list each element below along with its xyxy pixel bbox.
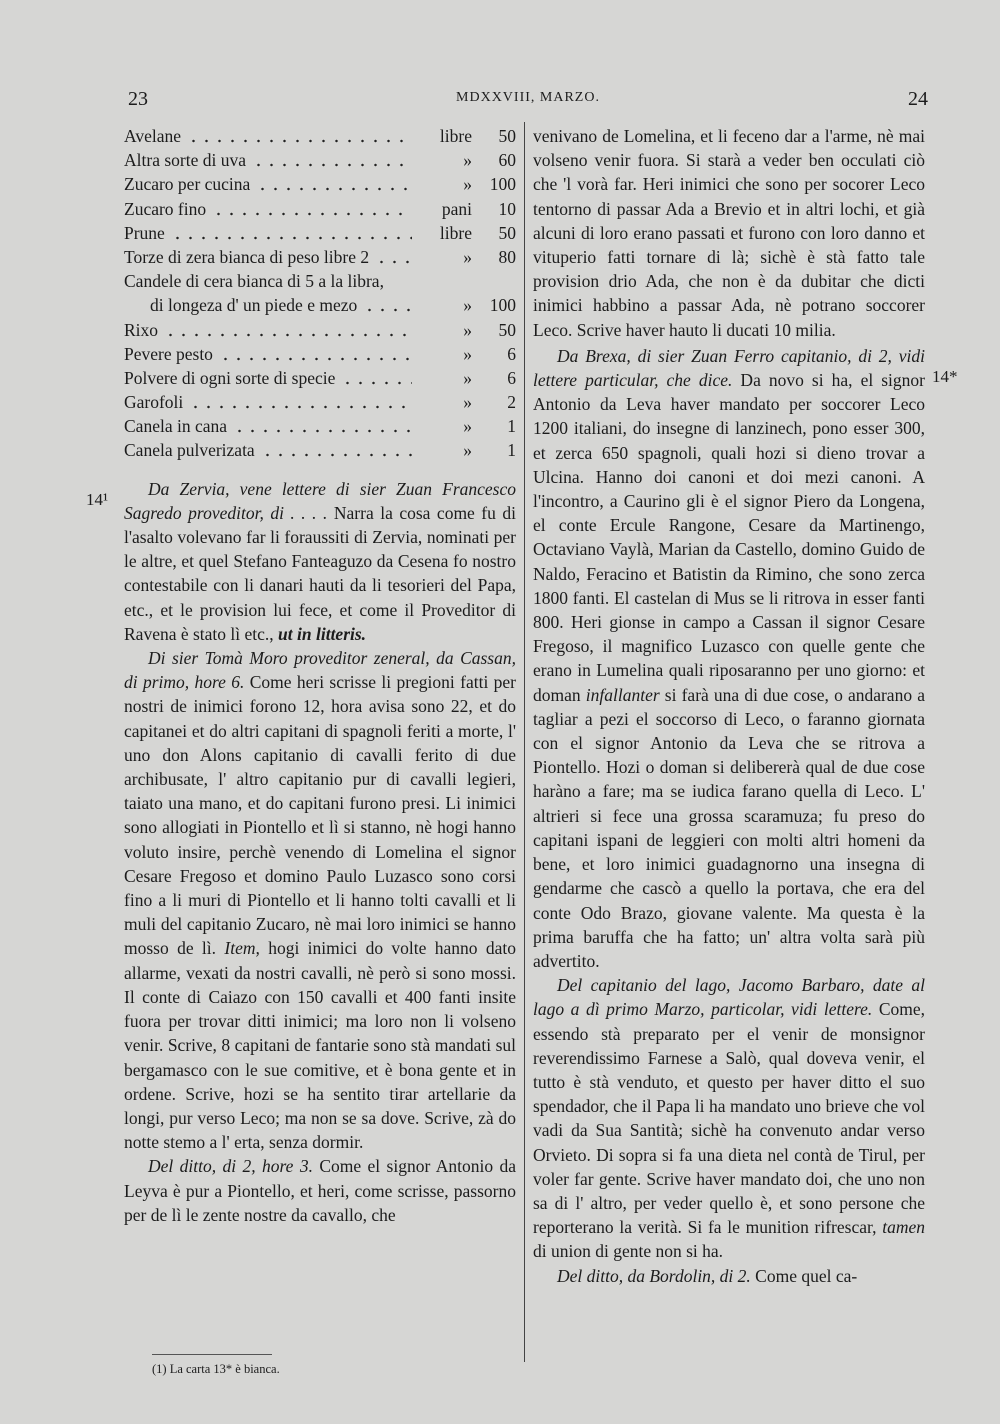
footnote: (1) La carta 13* è bianca.: [152, 1362, 280, 1376]
price-unit: libre: [439, 222, 472, 243]
price-unit: »: [463, 246, 472, 267]
price-item: Prune: [124, 222, 165, 243]
price-item: Candele di cera bianca di 5 a la libra,: [124, 271, 384, 292]
price-quantity: 1: [507, 440, 516, 461]
right-column: [533, 124, 925, 1288]
paragraph-moro: [124, 646, 516, 1154]
paragraph-text: Da novo si ha, el signor Antonio da Leva haver mandato per soccorer Leco 1200 italiani, do insegne di lanzinech, pono esser 300, et zerca 650 spagnoli, quali hozi si dieno trovar a Ulcina. Hanno doi canoni et doi mezi canoni. A l'incontro, a Caurino gli è el signor Piero da Longena, el conte Ercule Rangone, Cesare da Martinengo, Octaviano Vaylà, Marian da Castello, domino Guido de Naldo, Feracino et Batistin da Rimino, che sono zerca 1800 fanti. El castelan di Mus se li ritrova in esser fanti 800. Heri gionse in campo a Cassan il signor Cesare Fregoso, il magnifico Luzasco con quelle gente che erano in Lumelina quali riposaranno per uno giorno: et doman: [533, 370, 925, 705]
leader-dots: [219, 342, 412, 366]
leader-dots: [212, 197, 412, 221]
paragraph-heading: Del capitanio del lago, Jacomo Barbaro, date al lago a dì primo Marzo, particolar, vidi lettere.: [533, 975, 925, 1020]
leader-dots: [375, 245, 412, 269]
price-quantity: 10: [498, 198, 516, 219]
price-quantity: 60: [498, 150, 516, 171]
price-quantity: 1: [507, 416, 516, 437]
price-item: Altra sorte di uva: [124, 150, 246, 171]
price-row: [124, 245, 516, 269]
latin-phrase: tamen: [882, 1217, 925, 1238]
price-row: [124, 293, 516, 317]
price-unit: »: [463, 295, 472, 316]
paragraph-heading: Di sier Tomà Moro proveditor zeneral, da Cassan, di primo, hore 6.: [124, 648, 516, 693]
leader-dots: [187, 124, 412, 148]
latin-phrase: ut in litteris.: [278, 623, 367, 644]
price-unit: »: [463, 150, 472, 171]
price-row: [124, 366, 516, 390]
price-quantity: 6: [507, 343, 516, 364]
column-divider: [524, 122, 525, 1362]
price-quantity: 6: [507, 367, 516, 388]
footnote-rule: [152, 1354, 272, 1355]
price-unit: »: [463, 343, 472, 364]
leader-dots: [261, 438, 412, 462]
leader-dots: [256, 172, 412, 196]
price-row: [124, 124, 516, 148]
paragraph-text: Come heri scrisse li pregioni fatti per nostri de inimici forono 12, hora avisa sono 22, et do capitanei et do altri capitani di spagnoli feriti a morte, l' uno don Alons capitanio di cavalli ferito di due archibusate, l' altro capitanio pur di cavalli legieri, taiato una mano, et do capitani furono presi. Li inimici sono allogiati in Piontello et lì si stanno, nè hogi hanno voluto insire, perchè venendo di Lomelina el signor Cesare Fregoso et domino Paulo Luzasco sono corsi fino a li muri di Piontello et li hanno tolti cavalli et li muli del capitanio Zucaro, nè mai loro inimici se hanno mosso de lì.: [124, 672, 516, 959]
price-item: di longeza d' un piede e mezo: [150, 295, 358, 316]
paragraph-text: si farà una di due cose, o andarano a tagliar a pezi el soccorso di Leco, o faranno giornata con el signor Antonio da Leva che se ritrova a Piontello. Hozi o doman si delibererà qual de due cose haràno a fare; ma se iudica farano quella di Leco. L' altrieri si fece una grossa scaramuza; fu preso do capitani ispani de leggieri con molti altri homeni da bene, et loro inimici guadagnorno una insegna di gendarme che cascò a quello la portava, che era del conte Odo Brazo, giovane valente. Ma questa è la prima baruffa che ha fatto; un' altra volta sarà più advertito.: [533, 684, 925, 971]
latin-phrase: infallanter: [585, 684, 660, 705]
page-number-right: 24: [908, 88, 928, 110]
leader-dots: [363, 293, 412, 317]
paragraph-text: Come el signor Antonio da Leyva è pur a Piontello, et heri, come scrisse, passorno per de lì le zente nostre da cavallo, che: [124, 1156, 516, 1225]
leader-dots: [164, 318, 412, 342]
margin-note-left: 14¹: [86, 490, 109, 509]
price-row: [124, 414, 516, 438]
price-unit: »: [463, 319, 472, 340]
price-row: [124, 390, 516, 414]
paragraph-heading: Del ditto, di 2, hore 3.: [148, 1156, 313, 1177]
paragraph-text: di union di gente non si ha.: [533, 1241, 724, 1262]
price-unit: »: [463, 392, 472, 413]
price-row: [124, 438, 516, 462]
leader-dots: [341, 366, 412, 390]
paragraph-text: Come quel ca-: [750, 1265, 858, 1286]
paragraph-heading: Da Brexa, di sier Zuan Ferro capitanio, di 2, vidi lettere particular, che dice.: [533, 345, 925, 391]
leader-dots: [171, 221, 412, 245]
paragraph-lago: [533, 973, 925, 1263]
price-quantity: 2: [507, 392, 516, 413]
price-row: [124, 148, 516, 172]
price-row: [124, 269, 516, 293]
paragraph-text: Come, essendo stà preparato per el venir de monsignor reverendissimo Farnese a Salò, qual doveva venir, el tutto è stà venduto, et questo per haver ditto el suo spendador, che il Papa li ha mandato uno brieve che vol vadi da Sua Santità; sichè ha convenuto andar verso Orvieto. Di sopra si fa una dieta nel contà de Tirul, per voler far gente. Scrive haver mandato doi, che uno non sa di l' altro, per veder quello è, et sono persone che reporterano la verità. Si fa le munition rifrescar,: [533, 999, 925, 1238]
price-row: [124, 221, 516, 245]
price-unit: pani: [441, 198, 472, 219]
price-unit: »: [463, 440, 472, 461]
running-title: MDXXVIII, MARZO.: [456, 90, 600, 105]
paragraph-text: hogi inimici do volte hanno dato allarme, vexati da nostri cavalli, nè però si sono mossi. Il conte di Caiazo con 150 cavalli et 400 fanti insite fuora per trovar ditti inimici; ma loro non li volseno venir. Scrive, 8 capitani de fantarie sono stà mandati sul bergamasco con le sue comitive, et è bona gente et in ordene. Scrive, hozi se ha sentito tirar artellarie da longi, pur verso Leco; ma non se sa dove. Scrive, zà do notte stemo a l' erta, senza dormir.: [124, 938, 517, 1153]
paragraph-bordolin: [533, 1264, 925, 1288]
price-item: Pevere pesto: [124, 343, 213, 364]
price-row: [124, 342, 516, 366]
leader-dots: [189, 390, 412, 414]
price-unit: »: [463, 416, 472, 437]
page-number-left: 23: [128, 88, 148, 110]
paragraph-continuation: venivano de Lomelina, et li feceno dar a l'arme, nè mai volseno venir fuora. Si starà a veder ben occulati ciò che 'l vorà far. Heri inimici che sono per socorer Leco tentorno di passar Ada a Brevio et in altri lochi, et già alcuni di loro erano passati et furono con loro danno et vituperio fatti tornare di là; sichè è stà fatto tale provision drio Ada, che non è da dubitar che dicti inimici habbino a passar Ada, nè potrano soccorer Leco. Scrive haver hauto li ducati 10 milia.: [533, 126, 925, 340]
price-item: Canela pulverizata: [124, 440, 255, 461]
price-item: Zucaro fino: [124, 198, 207, 219]
paragraph-heading: Del ditto, da Bordolin, di 2.: [557, 1265, 751, 1286]
price-quantity: 50: [498, 319, 516, 340]
price-item: Torze di zera bianca di peso libre 2: [124, 246, 370, 267]
price-row: [124, 318, 516, 342]
price-unit: libre: [439, 126, 472, 146]
price-item: Avelane: [124, 126, 182, 146]
paragraph-text: Narra la cosa come fu di l'asalto volevano far li foraussiti di Zervia, nominati per le altre, et quel Stefano Fanteaguzo da Cesena fo nostro contestabile con li danari hauti da li tesorieri del Papa, etc., et le provision lui fece, et come il Proveditor di Ravena è stato lì etc.,: [124, 502, 516, 644]
latin-phrase: Item,: [224, 938, 260, 959]
page-header: [128, 88, 928, 112]
price-item: Rixo: [124, 319, 159, 340]
price-quantity: 80: [498, 246, 516, 267]
price-quantity: 100: [489, 174, 516, 195]
price-quantity: 50: [498, 126, 516, 146]
price-row: [124, 172, 516, 196]
price-unit: »: [463, 174, 472, 195]
price-list: [124, 124, 516, 463]
leader-dots: [252, 148, 412, 172]
price-item: Garofoli: [124, 392, 184, 413]
margin-note-right: 14*: [932, 367, 958, 386]
leader-dots: [233, 414, 412, 438]
price-item: Zucaro per cucina: [124, 174, 251, 195]
price-quantity: 100: [489, 295, 516, 316]
paragraph-brexa: [533, 344, 925, 973]
paragraph-ditto-left: [124, 1154, 516, 1227]
price-unit: »: [463, 367, 472, 388]
price-item: Canela in cana: [124, 416, 228, 437]
paragraph-zervia: [124, 477, 516, 646]
price-row: [124, 197, 516, 221]
price-item: Polvere di ogni sorte di specie: [124, 367, 336, 388]
left-column: [124, 124, 516, 1227]
paragraph-heading: Da Zervia, vene lettere di sier Zuan Francesco Sagredo proveditor, di . . . .: [124, 478, 516, 523]
price-quantity: 50: [498, 222, 516, 243]
